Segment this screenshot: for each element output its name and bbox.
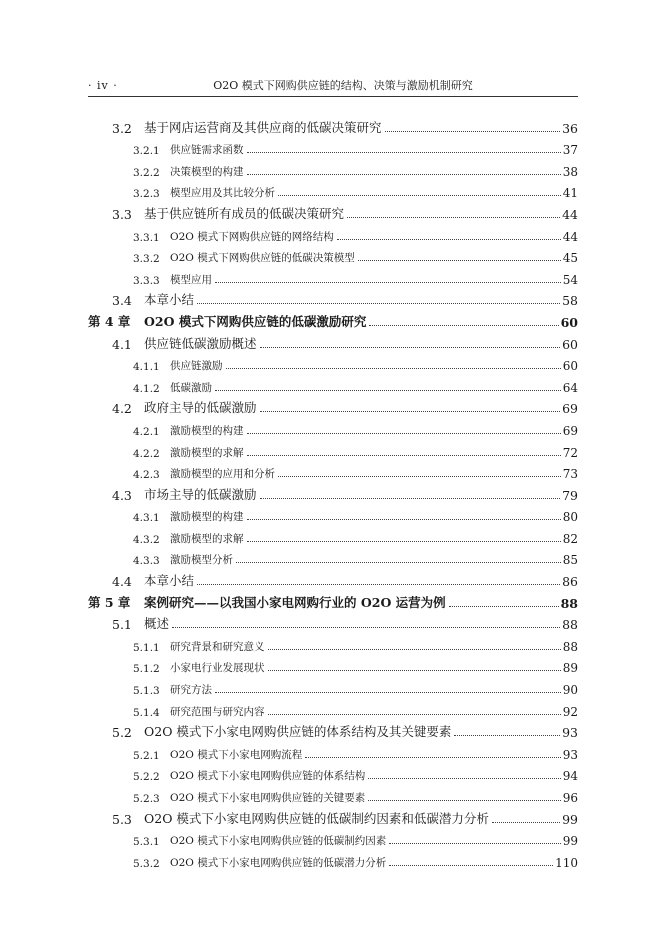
toc-entry-number: 5.1.1 — [133, 641, 160, 654]
toc-entry-title: 激励模型的求解 — [170, 446, 244, 459]
toc-entry-number: 5.1.2 — [133, 663, 160, 676]
toc-entry-page: 60 — [562, 336, 578, 352]
toc-entry-title: 决策模型的构建 — [170, 165, 244, 178]
toc-entry-page: 89 — [562, 661, 578, 676]
toc-entry-number: 5.2 — [112, 725, 132, 741]
toc-subsection-entry[interactable] — [88, 157, 578, 179]
toc-dot-leader — [305, 756, 560, 758]
toc-entry-page: 110 — [555, 855, 578, 870]
toc-entry-number: 3.3.3 — [133, 274, 160, 287]
toc-dot-leader — [260, 346, 561, 348]
toc-dot-leader — [368, 777, 560, 779]
toc-entry-number: 3.4 — [112, 293, 132, 309]
toc-entry-number: 5.2.3 — [133, 793, 160, 805]
toc-entry-title: 政府主导的低碳激励 — [144, 400, 257, 416]
toc-entry-title: 供应链需求函数 — [170, 144, 244, 157]
toc-entry-page: 88 — [560, 595, 578, 611]
toc-subsection-entry[interactable] — [88, 632, 578, 654]
toc-section-entry[interactable] — [88, 287, 578, 309]
toc-entry-page: 99 — [562, 834, 578, 849]
toc-dot-leader — [337, 238, 561, 240]
toc-entry-title: 研究方法 — [170, 684, 212, 697]
toc-entry-title: O2O 模式下小家电网购供应链的低碳潜力分析 — [170, 856, 387, 869]
toc-entry-number: 4.3.2 — [133, 533, 160, 546]
toc-dot-leader — [247, 151, 561, 153]
toc-subsection-entry[interactable] — [88, 697, 578, 719]
toc-subsection-entry[interactable] — [88, 654, 578, 676]
toc-subsection-entry[interactable] — [88, 222, 578, 244]
toc-section-entry[interactable] — [88, 805, 578, 827]
toc-dot-leader — [278, 194, 561, 196]
toc-subsection-entry[interactable] — [88, 675, 578, 697]
header-page-number: · iv · — [88, 79, 118, 92]
toc-entry-number: 5.3.1 — [133, 836, 160, 849]
toc-entry-number: 4.2 — [112, 401, 132, 417]
toc-subsection-entry[interactable] — [88, 783, 578, 805]
toc-dot-leader — [368, 799, 560, 801]
toc-entry-title: 模型应用 — [170, 273, 212, 286]
toc-dot-leader — [358, 259, 561, 261]
toc-subsection-entry[interactable] — [88, 438, 578, 460]
toc-entry-number: 4.4 — [112, 574, 132, 590]
toc-chapter-entry[interactable] — [88, 308, 578, 330]
toc-entry-number: 4.2.2 — [133, 447, 160, 460]
toc-entry-page: 93 — [562, 747, 578, 762]
toc-section-entry[interactable] — [88, 330, 578, 352]
toc-entry-title: 研究背景和研究意义 — [170, 640, 265, 653]
toc-dot-leader — [247, 540, 561, 542]
toc-entry-page: 37 — [562, 143, 578, 158]
toc-subsection-entry[interactable] — [88, 373, 578, 395]
toc-entry-title: 激励模型的构建 — [170, 511, 244, 524]
header-rule — [88, 96, 578, 97]
toc-entry-number: 5.2.2 — [133, 771, 160, 784]
toc-entry-number: 3.2.1 — [133, 145, 160, 158]
toc-entry-title: O2O 模式下网购供应链的低碳激励研究 — [144, 313, 367, 329]
toc-dot-leader — [172, 626, 560, 628]
toc-entry-number: 4.1.2 — [133, 382, 160, 395]
toc-section-entry[interactable] — [88, 567, 578, 589]
toc-entry-title: 市场主导的低碳激励 — [144, 486, 257, 502]
toc-entry-page: 38 — [562, 164, 578, 179]
toc-entry-number: 3.2.2 — [133, 166, 160, 179]
running-header — [88, 78, 578, 96]
toc-entry-title: 本章小结 — [144, 573, 195, 589]
toc-entry-number: 5.1 — [112, 617, 132, 633]
toc-dot-leader — [247, 173, 561, 175]
toc-entry-number: 第 5 章 — [88, 594, 131, 610]
toc-dot-leader — [215, 281, 561, 283]
toc-entry-page: 82 — [562, 531, 578, 546]
toc-subsection-entry[interactable] — [88, 265, 578, 287]
toc-dot-leader — [215, 389, 561, 391]
toc-entry-number: 3.3 — [112, 206, 132, 222]
toc-entry-number: 5.2.1 — [133, 749, 160, 762]
toc-dot-leader — [247, 432, 561, 434]
toc-entry-page: 79 — [562, 487, 578, 503]
toc-entry-page: 86 — [562, 574, 578, 590]
toc-entry-number: 第 4 章 — [88, 313, 131, 329]
toc-entry-page: 88 — [562, 617, 578, 633]
toc-entry-page: 69 — [562, 401, 578, 417]
toc-entry-number: 3.3.1 — [133, 231, 160, 244]
toc-entry-title: 本章小结 — [144, 292, 195, 308]
toc-entry-page: 44 — [562, 206, 578, 222]
toc-entry-title: O2O 模式下小家电网购供应链的关键要素 — [170, 792, 366, 804]
toc-dot-leader — [449, 605, 559, 607]
toc-entry-title: 激励模型的应用和分析 — [170, 468, 275, 481]
toc-entry-page: 94 — [562, 769, 578, 784]
toc-dot-leader — [226, 367, 561, 369]
toc-entry-page: 58 — [562, 293, 578, 309]
toc-dot-leader — [260, 497, 561, 499]
header-book-title: O2O 模式下网购供应链的结构、决策与激励机制研究 — [213, 79, 473, 92]
toc-entry-page: 64 — [562, 380, 578, 395]
toc-entry-title: O2O 模式下小家电网购供应链的低碳制约因素 — [170, 835, 387, 848]
toc-entry-number: 4.2.1 — [133, 425, 160, 438]
toc-subsection-entry[interactable] — [88, 244, 578, 266]
toc-entry-page: 45 — [562, 251, 578, 266]
toc-entry-title: O2O 模式下小家电网购供应链的体系结构及其关键要素 — [144, 724, 452, 740]
toc-dot-leader — [454, 734, 560, 736]
toc-entry-page: 90 — [562, 683, 578, 698]
toc-entry-page: 93 — [562, 725, 578, 741]
toc-entry-page: 54 — [562, 272, 578, 287]
toc-entry-title: 供应链低碳激励概述 — [144, 335, 257, 351]
toc-subsection-entry[interactable] — [88, 352, 578, 374]
toc-entry-number: 5.3 — [112, 811, 132, 827]
toc-subsection-entry[interactable] — [88, 179, 578, 201]
toc-dot-leader — [247, 454, 561, 456]
toc-entry-page: 85 — [562, 553, 578, 568]
table-of-contents — [88, 114, 578, 870]
toc-entry-title: O2O 模式下网购供应链的低碳决策模型 — [170, 252, 355, 265]
toc-dot-leader — [278, 475, 561, 477]
toc-entry-title: 小家电行业发展现状 — [170, 662, 265, 675]
toc-entry-title: O2O 模式下小家电网购流程 — [170, 748, 303, 761]
toc-entry-page: 44 — [562, 229, 578, 244]
toc-subsection-entry[interactable] — [88, 503, 578, 525]
toc-subsection-entry[interactable] — [88, 827, 578, 849]
toc-entry-page: 69 — [562, 423, 578, 438]
toc-dot-leader — [347, 216, 560, 218]
toc-subsection-entry[interactable] — [88, 546, 578, 568]
toc-entry-number: 5.3.2 — [133, 857, 160, 870]
toc-entry-title: 研究范围与研究内容 — [170, 705, 265, 718]
toc-section-entry[interactable] — [88, 114, 578, 136]
toc-subsection-entry[interactable] — [88, 740, 578, 762]
toc-entry-title: 基于供应链所有成员的低碳决策研究 — [144, 205, 345, 221]
toc-entry-number: 3.3.2 — [133, 253, 160, 266]
toc-entry-title: 概述 — [144, 616, 170, 632]
toc-entry-title: O2O 模式下小家电网购供应链的低碳制约因素和低碳潜力分析 — [144, 810, 489, 826]
toc-subsection-entry[interactable] — [88, 460, 578, 482]
toc-entry-title: 案例研究——以我国小家电网购行业的 O2O 运营为例 — [144, 594, 446, 610]
toc-section-entry[interactable] — [88, 200, 578, 222]
toc-subsection-entry[interactable] — [88, 762, 578, 784]
toc-section-entry[interactable] — [88, 481, 578, 503]
toc-dot-leader — [197, 583, 560, 585]
toc-entry-number: 4.3.1 — [133, 512, 160, 525]
toc-entry-page: 99 — [562, 811, 578, 827]
toc-dot-leader — [369, 324, 558, 326]
toc-entry-page: 41 — [562, 186, 578, 201]
toc-entry-number: 4.3.3 — [133, 555, 160, 568]
toc-chapter-entry[interactable] — [88, 589, 578, 611]
toc-entry-page: 92 — [562, 704, 578, 719]
toc-dot-leader — [197, 302, 560, 304]
toc-entry-title: 激励模型的构建 — [170, 424, 244, 437]
toc-entry-page: 88 — [562, 639, 578, 654]
toc-subsection-entry[interactable] — [88, 524, 578, 546]
toc-dot-leader — [247, 518, 561, 520]
toc-subsection-entry[interactable] — [88, 136, 578, 158]
toc-entry-title: 基于网店运营商及其供应商的低碳决策研究 — [144, 119, 382, 135]
toc-entry-page: 96 — [562, 791, 578, 805]
toc-entry-page: 80 — [562, 510, 578, 525]
toc-entry-page: 72 — [562, 445, 578, 460]
toc-entry-page: 60 — [562, 359, 578, 374]
toc-entry-title: O2O 模式下小家电网购供应链的体系结构 — [170, 770, 366, 783]
toc-dot-leader — [492, 821, 560, 823]
toc-entry-number: 3.2.3 — [133, 188, 160, 201]
toc-subsection-entry[interactable] — [88, 848, 578, 870]
toc-dot-leader — [268, 648, 561, 650]
toc-entry-title: 激励模型分析 — [170, 554, 233, 567]
toc-dot-leader — [236, 561, 561, 563]
toc-entry-number: 4.1 — [112, 336, 132, 352]
toc-entry-title: 低碳激励 — [170, 381, 212, 394]
toc-section-entry[interactable] — [88, 395, 578, 417]
toc-entry-number: 5.1.3 — [133, 685, 160, 698]
toc-entry-page: 60 — [560, 314, 578, 330]
toc-dot-leader — [215, 691, 561, 693]
toc-entry-number: 4.2.3 — [133, 469, 160, 482]
toc-entry-number: 5.1.4 — [133, 706, 160, 719]
toc-entry-title: 供应链激励 — [170, 360, 223, 373]
toc-dot-leader — [385, 130, 561, 132]
toc-dot-leader — [268, 669, 561, 671]
toc-dot-leader — [389, 864, 553, 866]
toc-section-entry[interactable] — [88, 611, 578, 633]
toc-entry-number: 3.2 — [112, 120, 132, 136]
toc-subsection-entry[interactable] — [88, 416, 578, 438]
toc-entry-page: 36 — [562, 120, 578, 136]
toc-dot-leader — [260, 410, 561, 412]
toc-entry-title: 模型应用及其比较分析 — [170, 187, 275, 200]
toc-section-entry[interactable] — [88, 719, 578, 741]
toc-dot-leader — [389, 842, 560, 844]
toc-entry-title: 激励模型的求解 — [170, 532, 244, 545]
toc-entry-title: O2O 模式下网购供应链的网络结构 — [170, 230, 334, 243]
toc-entry-page: 73 — [562, 467, 578, 482]
toc-dot-leader — [268, 713, 561, 715]
toc-entry-number: 4.1.1 — [133, 361, 160, 374]
toc-entry-number: 4.3 — [112, 487, 132, 503]
